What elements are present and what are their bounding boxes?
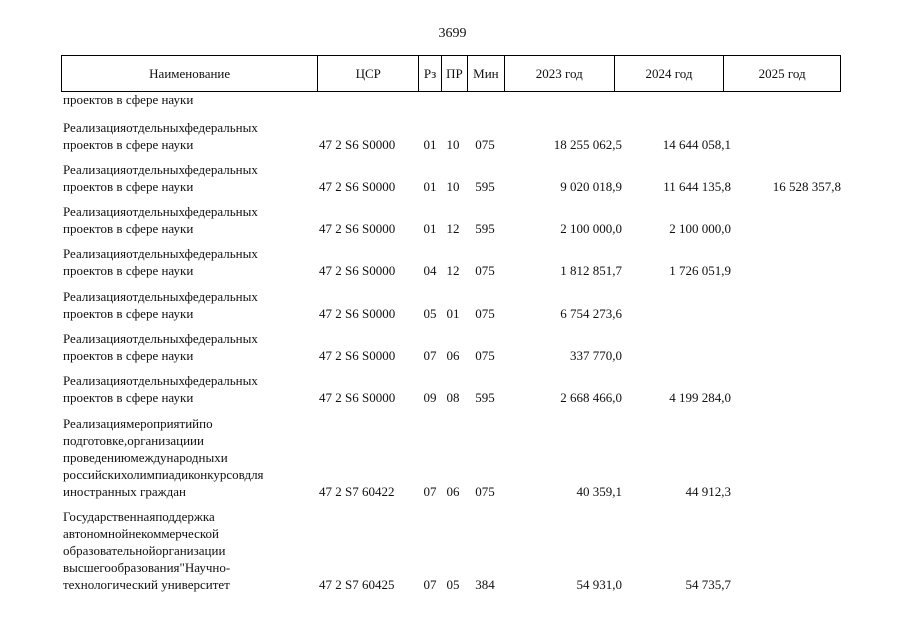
row-name-line bbox=[63, 288, 315, 305]
row-y2024: 14 644 058,1 bbox=[662, 137, 731, 152]
row-pr: 05 bbox=[446, 577, 460, 592]
row-name-line: проектов в сфере науки bbox=[63, 179, 194, 194]
row-y2024: 44 912,3 bbox=[685, 484, 731, 499]
row-name-word: и bbox=[220, 450, 228, 465]
continuation-text: проектов в сфере науки bbox=[63, 92, 194, 107]
row-rz: 09 bbox=[423, 390, 437, 405]
row-name-word: организации bbox=[127, 433, 197, 448]
row-y2023: 54 931,0 bbox=[576, 577, 622, 592]
header-2025: 2025 год bbox=[758, 65, 806, 81]
row-name-line bbox=[63, 372, 315, 389]
row-min: 075 bbox=[475, 348, 495, 363]
row-name-word: и bbox=[181, 467, 189, 482]
row-name-word: некоммерческой bbox=[128, 526, 220, 541]
row-name-word: федеральных bbox=[184, 204, 258, 219]
row-name bbox=[63, 245, 315, 279]
header-csr: ЦСР bbox=[318, 56, 419, 91]
row-name-line: проектов в сфере науки bbox=[63, 390, 194, 405]
row-name-word: отдельных bbox=[126, 289, 185, 304]
row-name-word: Реализация bbox=[63, 120, 127, 135]
row-name bbox=[63, 415, 315, 500]
row-y2023: 6 754 273,6 bbox=[560, 306, 622, 321]
header-2024: 2024 год bbox=[615, 56, 725, 91]
row-csr: 47 2 S6 S0000 bbox=[319, 137, 396, 152]
row-pr: 12 bbox=[446, 221, 460, 236]
header-2023: 2023 год bbox=[505, 56, 615, 91]
row-name-word: федеральных bbox=[184, 120, 258, 135]
row-pr: 12 bbox=[446, 263, 460, 278]
row-name-word: высшего bbox=[63, 560, 111, 575]
row-name-word: Реализация bbox=[63, 331, 127, 346]
row-name-line: иностранных граждан bbox=[63, 484, 186, 499]
row-name-word: отдельных bbox=[126, 120, 185, 135]
row-min: 075 bbox=[475, 306, 495, 321]
row-csr: 47 2 S6 S0000 bbox=[319, 348, 396, 363]
row-name bbox=[63, 119, 315, 153]
row-name-line bbox=[63, 415, 315, 432]
row-name-word: Государственная bbox=[63, 509, 156, 524]
row-csr: 47 2 S6 S0000 bbox=[319, 306, 396, 321]
row-y2023: 337 770,0 bbox=[570, 348, 622, 363]
row-name bbox=[63, 372, 315, 406]
row-csr: 47 2 S7 60425 bbox=[319, 577, 395, 592]
row-name-word: федеральных bbox=[184, 331, 258, 346]
row-name-word: поддержка bbox=[155, 509, 215, 524]
row-name-line: проектов в сфере науки bbox=[63, 348, 194, 363]
row-name-word: федеральных bbox=[184, 373, 258, 388]
row-name-word: Реализация bbox=[63, 416, 127, 431]
row-name-word: отдельных bbox=[126, 246, 185, 261]
row-y2023: 2 100 000,0 bbox=[560, 221, 622, 236]
row-name-line bbox=[63, 245, 315, 262]
row-name-word: олимпиад bbox=[126, 467, 182, 482]
row-min: 075 bbox=[475, 137, 495, 152]
row-y2024: 11 644 135,8 bbox=[663, 179, 731, 194]
table-header bbox=[61, 55, 841, 92]
row-y2024: 4 199 284,0 bbox=[669, 390, 731, 405]
row-csr: 47 2 S6 S0000 bbox=[319, 390, 396, 405]
header-name: Наименование bbox=[62, 56, 318, 91]
row-min: 075 bbox=[475, 263, 495, 278]
row-name-line: технологический университет bbox=[63, 577, 230, 592]
row-rz: 07 bbox=[423, 484, 437, 499]
row-rz: 04 bbox=[423, 263, 437, 278]
row-name-line: проектов в сфере науки bbox=[63, 263, 194, 278]
row-name-word: конкурсов bbox=[188, 467, 245, 482]
row-rz: 07 bbox=[423, 577, 437, 592]
row-name-word: Реализация bbox=[63, 204, 127, 219]
row-name-line bbox=[63, 466, 315, 483]
row-name-word: автономной bbox=[63, 526, 129, 541]
header-min: Мин bbox=[468, 56, 505, 91]
row-min: 595 bbox=[475, 221, 495, 236]
row-name-line bbox=[63, 449, 315, 466]
row-name-word: Реализация bbox=[63, 373, 127, 388]
row-name-word: по bbox=[199, 416, 213, 431]
row-y2024: 2 100 000,0 bbox=[669, 221, 731, 236]
row-name-word: Реализация bbox=[63, 289, 127, 304]
row-name-line: проектов в сфере науки bbox=[63, 137, 194, 152]
row-pr: 08 bbox=[446, 390, 460, 405]
row-min: 384 bbox=[475, 577, 495, 592]
row-y2023: 9 020 018,9 bbox=[560, 179, 622, 194]
row-csr: 47 2 S6 S0000 bbox=[319, 179, 396, 194]
row-name-word: российских bbox=[63, 467, 127, 482]
row-name-word: организации bbox=[155, 543, 226, 558]
row-name bbox=[63, 330, 315, 364]
row-rz: 01 bbox=[423, 137, 437, 152]
row-name-line bbox=[63, 508, 315, 525]
row-name-word: отдельных bbox=[126, 373, 185, 388]
row-name-line bbox=[63, 203, 315, 220]
row-name-line bbox=[63, 330, 315, 347]
row-name bbox=[63, 161, 315, 195]
row-name-word: "Научно- bbox=[179, 560, 231, 575]
row-name-word: образовательной bbox=[63, 543, 156, 558]
row-name-word: мероприятий bbox=[126, 416, 200, 431]
row-y2023: 2 668 466,0 bbox=[560, 390, 622, 405]
row-name bbox=[63, 203, 315, 237]
row-name-line bbox=[63, 161, 315, 178]
row-pr: 01 bbox=[446, 306, 460, 321]
row-y2023: 1 812 851,7 bbox=[560, 263, 622, 278]
row-name bbox=[63, 508, 315, 593]
row-pr: 10 bbox=[446, 137, 460, 152]
row-name-word: отдельных bbox=[126, 204, 185, 219]
row-name-word: федеральных bbox=[184, 289, 258, 304]
row-y2023: 18 255 062,5 bbox=[553, 137, 622, 152]
row-rz: 07 bbox=[423, 348, 437, 363]
row-name-line bbox=[63, 525, 315, 542]
row-name-word: федеральных bbox=[184, 162, 258, 177]
row-pr: 06 bbox=[446, 484, 460, 499]
row-name-word: отдельных bbox=[126, 331, 185, 346]
row-csr: 47 2 S6 S0000 bbox=[319, 263, 396, 278]
row-name-word: подготовке, bbox=[63, 433, 128, 448]
row-pr: 10 bbox=[446, 179, 460, 194]
row-min: 075 bbox=[475, 484, 495, 499]
row-name-line bbox=[63, 432, 315, 449]
row-y2024: 1 726 051,9 bbox=[669, 263, 731, 278]
header-rz: Рз bbox=[419, 56, 442, 91]
row-name-line: проектов в сфере науки bbox=[63, 306, 194, 321]
row-name-word: проведению bbox=[63, 450, 131, 465]
row-name bbox=[63, 288, 315, 322]
row-name-word: и bbox=[197, 433, 204, 448]
row-name-word: отдельных bbox=[126, 162, 185, 177]
row-y2024: 54 735,7 bbox=[685, 577, 731, 592]
row-min: 595 bbox=[475, 390, 495, 405]
row-rz: 01 bbox=[423, 179, 437, 194]
row-name-line bbox=[63, 119, 315, 136]
row-y2025: 16 528 357,8 bbox=[772, 179, 841, 194]
row-y2023: 40 359,1 bbox=[576, 484, 622, 499]
row-name-word: Реализация bbox=[63, 246, 127, 261]
row-name-word: Реализация bbox=[63, 162, 127, 177]
header-pr: ПР bbox=[442, 56, 468, 91]
row-name-word: для bbox=[244, 467, 264, 482]
row-csr: 47 2 S7 60422 bbox=[319, 484, 395, 499]
row-min: 595 bbox=[475, 179, 495, 194]
row-rz: 05 bbox=[423, 306, 437, 321]
row-name-word: образования bbox=[110, 560, 180, 575]
row-name-line: проектов в сфере науки bbox=[63, 221, 194, 236]
row-rz: 01 bbox=[423, 221, 437, 236]
row-name-word: международных bbox=[130, 450, 221, 465]
row-name-line bbox=[63, 542, 315, 559]
page-number: 3699 bbox=[438, 26, 467, 41]
row-name-word: федеральных bbox=[184, 246, 258, 261]
row-csr: 47 2 S6 S0000 bbox=[319, 221, 396, 236]
row-name-line bbox=[63, 559, 315, 576]
row-pr: 06 bbox=[446, 348, 460, 363]
